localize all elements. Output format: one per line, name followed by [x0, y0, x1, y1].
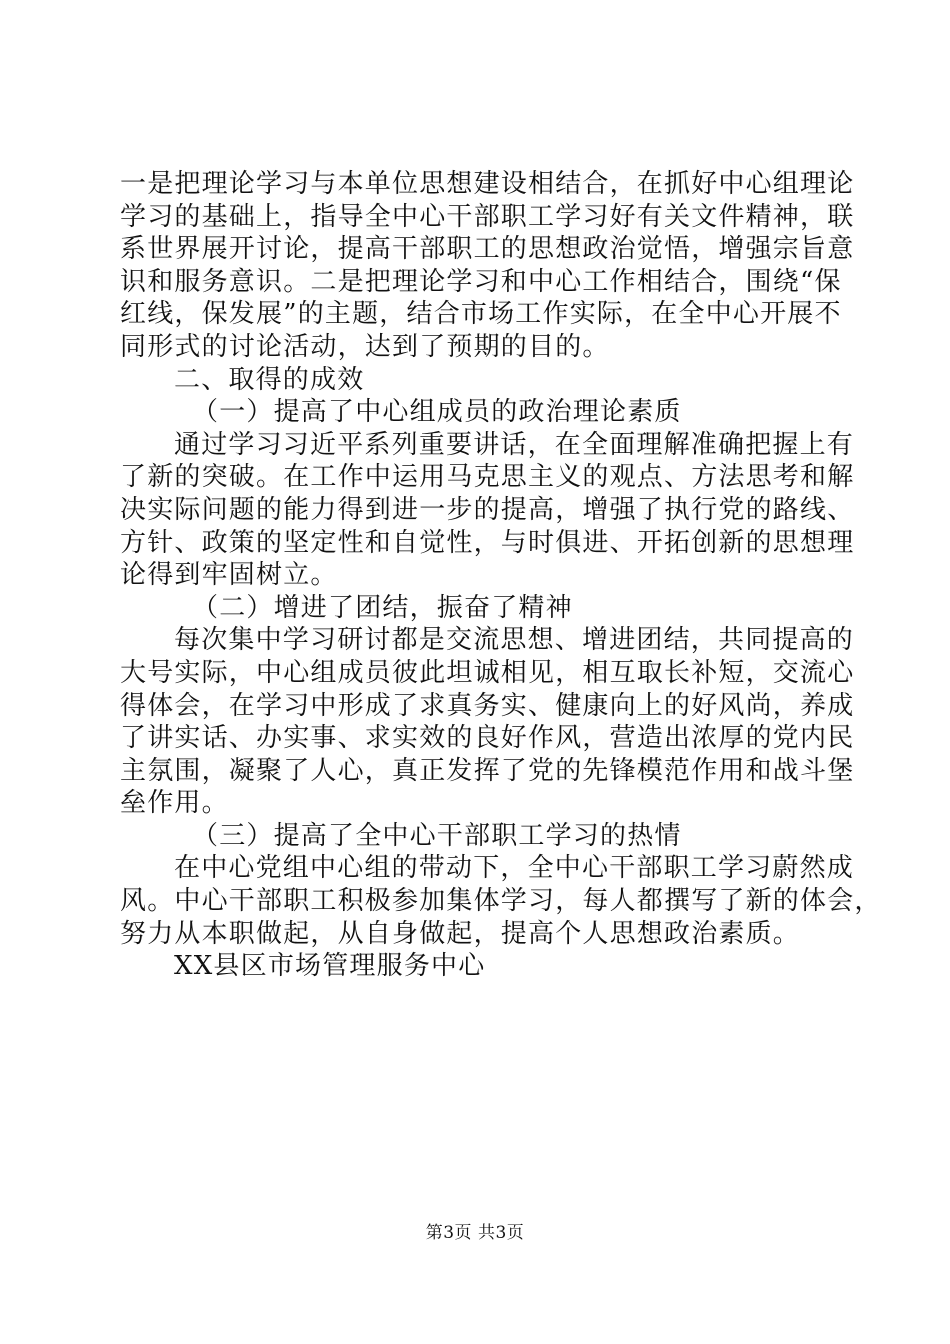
signature-line: XX县区市场管理服务中心	[174, 951, 486, 982]
text-line: 每次集中学习研讨都是交流思想、增进团结，共同提高的	[174, 625, 855, 656]
text-line: 同形式的讨论活动，达到了预期的目的。	[120, 331, 610, 362]
text-line: 了新的突破。在工作中运用马克思主义的观点、方法思考和解	[120, 462, 855, 493]
text-line: 努力从本职做起，从自身做起，提高个人思想政治素质。	[120, 918, 801, 949]
text-line: 识和服务意识。二是把理论学习和中心工作相结合，围绕“保	[120, 266, 842, 297]
text-line: 方针、政策的坚定性和自觉性，与时俱进、开拓创新的思想理	[120, 527, 855, 558]
section-heading: 二、取得的成效	[174, 364, 365, 395]
text-line: 在中心党组中心组的带动下，全中心干部职工学习蔚然成	[174, 853, 855, 884]
text-line: 大号实际，中心组成员彼此坦诚相见，相互取长补短，交流心	[120, 657, 855, 688]
text-line: 系世界展开讨论，提高干部职工的思想政治觉悟，增强宗旨意	[120, 234, 855, 265]
text-line: 垒作用。	[120, 788, 229, 819]
text-line: 学习的基础上，指导全中心干部职工学习好有关文件精神，联	[120, 201, 855, 232]
text-line: 一是把理论学习与本单位思想建设相结合，在抓好中心组理论	[120, 169, 855, 199]
text-line: 论得到牢固树立。	[120, 560, 338, 591]
text-line: 主氛围，凝聚了人心，真正发挥了党的先锋模范作用和战斗堡	[120, 755, 855, 786]
subsection-heading: （二）增进了团结，振奋了精神	[192, 592, 573, 623]
subsection-heading: （一）提高了中心组成员的政治理论素质	[192, 397, 682, 428]
text-line: 决实际问题的能力得到进一步的提高，增强了执行党的路线、	[120, 494, 855, 525]
text-line: 了讲实话、办实事、求实效的良好作风，营造出浓厚的党内民	[120, 723, 855, 754]
text-line: 红线，保发展”的主题，结合市场工作实际，在全中心开展不	[120, 299, 842, 330]
page-number: 第3页 共3页	[425, 1223, 525, 1243]
subsection-heading: （三）提高了全中心干部职工学习的热情	[192, 820, 682, 851]
text-line: 通过学习习近平系列重要讲话，在全面理解准确把握上有	[174, 429, 855, 460]
text-line: 风。中心干部职工积极参加集体学习，每人都撰写了新的体会，	[120, 886, 882, 917]
document-body	[120, 168, 882, 983]
text-line: 得体会，在学习中形成了求真务实、健康向上的好风尚，养成	[120, 690, 855, 721]
